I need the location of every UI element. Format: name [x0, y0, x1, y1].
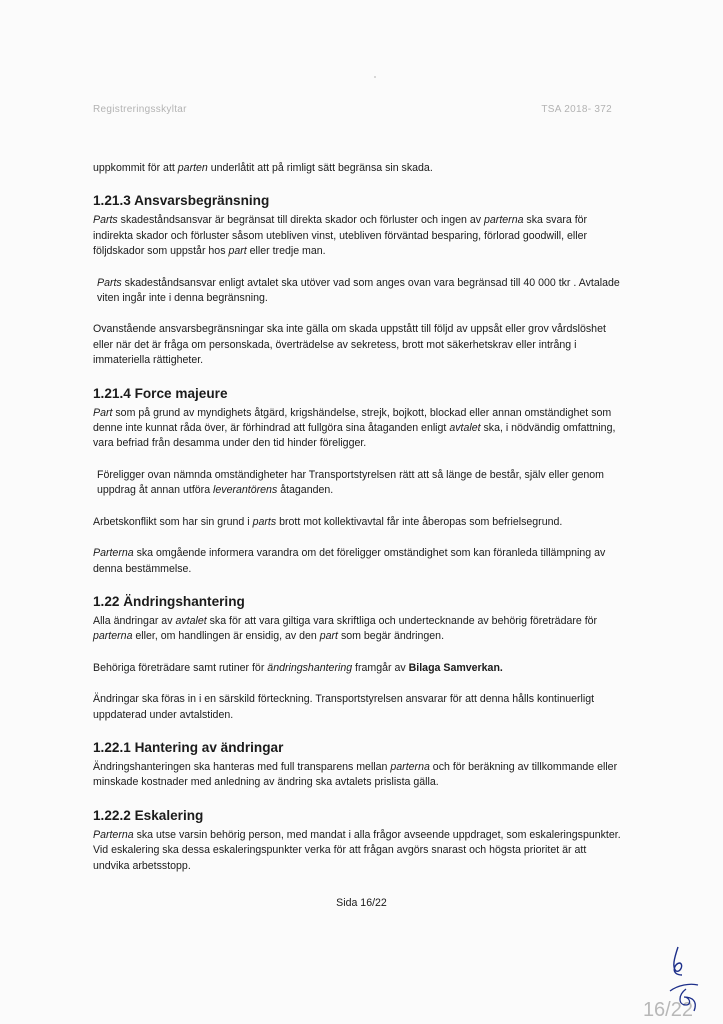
text-run: Föreligger ovan nämnda omständigheter har Transportstyrelsen rätt att så länge de består, själv eller genom uppdrag åt annan utföra	[97, 468, 605, 497]
italic-term: avtalet	[175, 614, 207, 627]
text-run: Ovanstående ansvarsbegränsningar ska inte gälla om skada uppstått till följd av uppsåt eller grov vårdslöshet eller när det är fråga om personskada, överträdelse av sekretess, brott mot säkerhetskrav eller intrång i immateriella rättigheter.	[93, 323, 606, 367]
bold-term: Bilaga Samverkan.	[408, 661, 503, 674]
italic-term: parts	[252, 515, 277, 528]
text-run: åtaganden.	[277, 484, 334, 497]
section-heading: 1.21.4 Force majeure	[93, 385, 228, 401]
italic-term: part	[319, 630, 339, 643]
section-heading: 1.22.1 Hantering av ändringar	[93, 739, 284, 755]
section-heading: 1.21.3 Ansvarsbegränsning	[93, 193, 270, 209]
paragraph	[93, 760, 623, 791]
italic-term: Parterna	[93, 547, 134, 560]
text-run: framgår av	[352, 661, 409, 674]
italic-term: parten	[177, 162, 208, 174]
text-run: uppkommit för att	[93, 162, 178, 174]
header-right: TSA 2018- 372	[541, 104, 612, 115]
paragraph	[93, 276, 623, 307]
text-run: underlåtit att på rimligt sätt begränsa sin skada.	[207, 162, 433, 174]
paragraph	[93, 468, 623, 499]
paragraph	[93, 614, 623, 645]
paragraph	[93, 692, 623, 723]
paragraph	[93, 322, 623, 368]
text-run: ska, i nödvändig omfattning, vara befriad från desamma under den tid hinder föreligger.	[93, 422, 616, 450]
text-run: eller, om handlingen är ensidig, av den	[132, 630, 320, 643]
paragraph	[93, 515, 623, 530]
italic-term: Parts	[97, 276, 122, 289]
header-left: Registreringsskyltar	[93, 104, 187, 115]
italic-term: parterna	[93, 630, 133, 643]
italic-term: Parterna	[93, 828, 134, 841]
scan-speck	[374, 76, 376, 78]
text-run: ska för att vara giltiga vara skriftliga och undertecknande av behörig företrädare för	[206, 614, 598, 627]
paragraph	[93, 661, 623, 676]
page-footer: Sida 16/22	[336, 897, 387, 909]
document-body	[93, 161, 623, 890]
section-heading: 1.22.2 Eskalering	[93, 807, 204, 823]
page-stamp: 16/22	[642, 999, 693, 1021]
paragraph	[93, 213, 623, 259]
section-heading: 1.22 Ändringshantering	[93, 593, 245, 609]
signature-initials	[664, 945, 704, 1015]
paragraph	[93, 161, 623, 176]
italic-term: parterna	[484, 214, 524, 227]
text-run: brott mot kollektivavtal får inte åberopas som befrielsegrund.	[276, 515, 563, 528]
text-run: som på grund av myndighets åtgärd, krigshändelse, strejk, bojkott, blockad eller annan omständighet som denne inte kunnat råda över, är förhindrad att fullgöra sina åtaganden enligt	[93, 406, 612, 435]
text-run: som begär ändringen.	[338, 630, 445, 643]
italic-term: ändringshantering	[267, 661, 353, 674]
italic-term: Parts	[93, 214, 118, 227]
text-run: eller tredje man.	[246, 245, 326, 258]
text-run: Behöriga företrädare samt rutiner för	[93, 661, 268, 674]
text-run: Ändringar ska föras in i en särskild förteckning. Transportstyrelsen ansvarar för att denna hålls kontinuerligt uppdaterad under avtalstiden.	[93, 693, 595, 721]
text-run: Arbetskonflikt som har sin grund i	[93, 515, 253, 528]
text-run: ska utse varsin behörig person, med mandat i alla frågor avseende uppdraget, som eskaleringspunkter. Vid eskalering ska dessa eskaleringspunkter verka för att frågan avgörs snarast och högsta prioritet är att undvika arbetsstopp.	[93, 828, 621, 872]
text-run: och för beräkning av tillkommande eller minskade kostnader med anledning av ändring ska avtalets prislista gälla.	[93, 760, 618, 789]
paragraph	[93, 546, 623, 577]
italic-term: avtalet	[449, 422, 481, 435]
text-run: Ändringshanteringen ska hanteras med full transparens mellan	[93, 760, 391, 773]
italic-term: parterna	[390, 760, 430, 773]
text-run: skadeståndsansvar enligt avtalet ska utöver vad som anges ovan vara begränsad till 40 000 tkr . Avtalade viten ingår inte i denna begränsning.	[97, 276, 620, 305]
italic-term: Part	[93, 406, 113, 419]
paragraph	[93, 828, 623, 874]
paragraph	[93, 406, 623, 452]
text-run: skadeståndsansvar är begränsat till direkta skador och förluster och ingen av	[117, 214, 485, 227]
text-run: ska omgående informera varandra om det föreligger omständighet som kan föranleda tillämpning av denna bestämmelse.	[93, 547, 606, 575]
italic-term: part	[228, 245, 247, 258]
text-run: Alla ändringar av	[93, 614, 176, 627]
text-run: ska svara för indirekta skador och förluster såsom utebliven vinst, utebliven förväntad besparing, förlorad goodwill, eller följdskador som uppstår hos	[93, 214, 588, 258]
italic-term: leverantörens	[213, 484, 278, 497]
